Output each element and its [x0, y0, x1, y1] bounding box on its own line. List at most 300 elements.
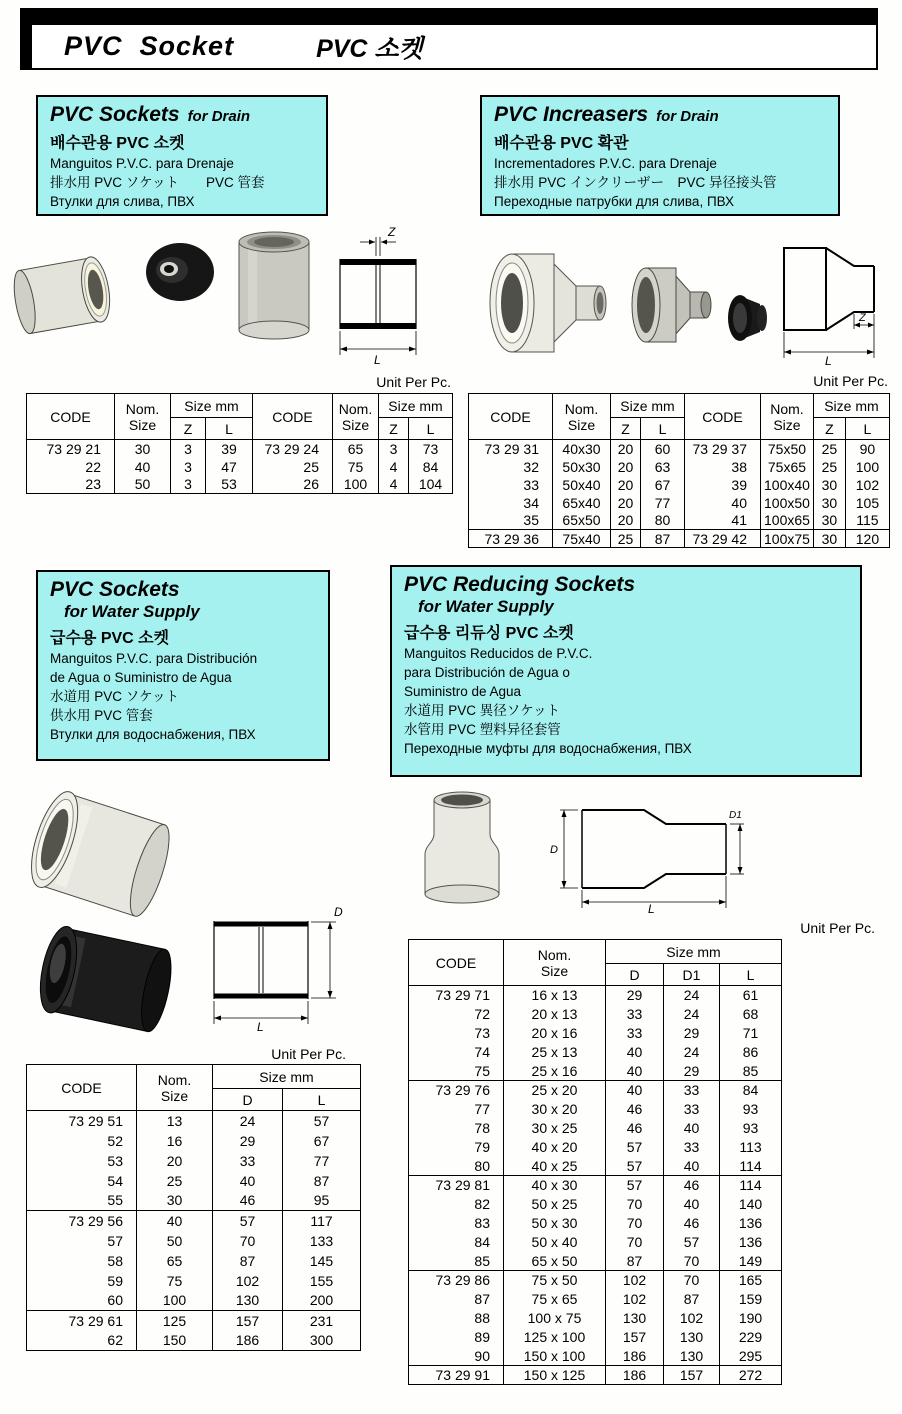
table-group [685, 440, 890, 530]
table-row [469, 512, 685, 530]
water-socket-photo-black [22, 922, 192, 1042]
table-row [409, 1062, 782, 1081]
cell-code: 73 29 42 [685, 530, 761, 548]
cell-size-mm: 115 [845, 512, 889, 530]
cell-size-mm: 30 [813, 530, 845, 548]
table-row [409, 1233, 782, 1252]
cell-size-mm: 33 [606, 1005, 664, 1024]
cell-size-mm: 33 [606, 1024, 664, 1043]
cell-nom-size: 50 x 30 [504, 1214, 606, 1233]
cell-code: 73 29 24 [253, 440, 333, 458]
col-header-d: D [606, 964, 664, 986]
cell-code: 54 [27, 1171, 137, 1191]
page-title-band [20, 8, 878, 70]
cell-size-mm: 3 [171, 458, 206, 476]
cell-nom-size: 100 [137, 1291, 213, 1311]
cell-nom-size: 100x75 [761, 530, 814, 548]
table-row [27, 1171, 361, 1191]
drain-increaser-photo-medium [624, 258, 716, 350]
cell-nom-size: 65 [137, 1251, 213, 1271]
cell-size-mm: 130 [606, 1309, 664, 1328]
table-row [27, 1151, 361, 1171]
table-row [409, 1328, 782, 1347]
col-header-size-mm: Size mm [611, 394, 685, 418]
water-socket-photo-white [12, 778, 187, 933]
cell-nom-size: 20 [137, 1151, 213, 1171]
cell-nom-size: 20 x 13 [504, 1005, 606, 1024]
table-row [409, 1081, 782, 1100]
cell-nom-size: 65x40 [553, 494, 611, 512]
table-row [685, 440, 890, 458]
table-group [27, 1111, 361, 1211]
table-group [469, 440, 685, 530]
cell-nom-size: 75x40 [553, 530, 611, 548]
section-title [50, 578, 316, 602]
cell-nom-size: 30 [137, 1191, 213, 1211]
cell-code: 41 [685, 512, 761, 530]
cell-nom-size: 75 [333, 458, 379, 476]
section-title [404, 573, 848, 597]
cell-size-mm: 33 [664, 1138, 720, 1157]
cell-nom-size: 125 [137, 1311, 213, 1331]
col-header-size-mm: Size mm [813, 394, 889, 418]
cell-nom-size: 50 x 25 [504, 1195, 606, 1214]
cell-size-mm: 29 [664, 1062, 720, 1081]
table-row [409, 1290, 782, 1309]
cell-size-mm: 30 [813, 512, 845, 530]
cell-code: 85 [409, 1252, 504, 1271]
cell-code: 73 29 21 [27, 440, 115, 458]
cell-size-mm: 102 [213, 1271, 283, 1291]
table-row [409, 1347, 782, 1366]
cell-nom-size: 40 x 20 [504, 1138, 606, 1157]
cell-nom-size: 100x50 [761, 494, 814, 512]
diagram-label-z: Z [859, 312, 866, 324]
cell-size-mm: 39 [206, 440, 253, 458]
cell-size-mm: 3 [379, 440, 409, 458]
cell-size-mm: 20 [611, 512, 641, 530]
drain-sockets-table-left-wrap [26, 393, 253, 494]
cell-size-mm: 33 [664, 1100, 720, 1119]
cell-code: 33 [469, 476, 553, 494]
cell-code: 75 [409, 1062, 504, 1081]
table-row [685, 476, 890, 494]
section-title [494, 103, 826, 127]
table-group [253, 440, 453, 494]
section-title [50, 103, 314, 127]
cell-size-mm: 104 [409, 476, 453, 494]
col-header-code: CODE [27, 394, 115, 440]
cell-nom-size: 100 x 75 [504, 1309, 606, 1328]
cell-size-mm: 20 [611, 476, 641, 494]
cell-size-mm: 149 [720, 1252, 782, 1271]
col-header-nom-size: Nom. Size [137, 1065, 213, 1111]
cell-size-mm: 20 [611, 440, 641, 458]
table-group [409, 1081, 782, 1176]
diagram-label-l: L [648, 902, 655, 914]
section-title-suffix: for Water Supply [418, 597, 554, 617]
cell-size-mm: 295 [720, 1347, 782, 1366]
drain-sockets-tables [26, 393, 453, 494]
cell-code: 89 [409, 1328, 504, 1347]
cell-nom-size: 40 x 30 [504, 1176, 606, 1195]
subtitle-line: 水道用 PVC ソケット [50, 688, 179, 704]
cell-code: 73 29 61 [27, 1311, 137, 1331]
cell-code: 55 [27, 1191, 137, 1211]
cell-code: 73 29 37 [685, 440, 761, 458]
cell-code: 38 [685, 458, 761, 476]
cell-size-mm: 130 [213, 1291, 283, 1311]
table-row [685, 512, 890, 530]
drain-sockets-table-right [252, 393, 453, 494]
table-group [409, 986, 782, 1081]
table-row [409, 1005, 782, 1024]
cell-nom-size: 16 x 13 [504, 986, 606, 1005]
cell-size-mm: 272 [720, 1366, 782, 1385]
drain-sockets-table-right-wrap [253, 393, 453, 494]
cell-size-mm: 67 [641, 476, 685, 494]
cell-size-mm: 33 [664, 1081, 720, 1100]
cell-size-mm: 61 [720, 986, 782, 1005]
drain-increaser-dimension-diagram [770, 232, 890, 367]
cell-size-mm: 105 [845, 494, 889, 512]
cell-nom-size: 75 x 50 [504, 1271, 606, 1290]
cell-size-mm: 186 [606, 1366, 664, 1385]
cell-nom-size: 50x40 [553, 476, 611, 494]
table-row [409, 1214, 782, 1233]
cell-size-mm: 67 [283, 1131, 361, 1151]
col-header-z: Z [813, 418, 845, 440]
cell-size-mm: 136 [720, 1233, 782, 1252]
cell-code: 59 [27, 1271, 137, 1291]
drain-socket-photo-light [10, 240, 130, 348]
cell-nom-size: 40 x 25 [504, 1157, 606, 1176]
cell-size-mm: 117 [283, 1211, 361, 1231]
cell-size-mm: 300 [283, 1331, 361, 1351]
cell-size-mm: 130 [664, 1347, 720, 1366]
cell-size-mm: 24 [213, 1111, 283, 1131]
table-row [469, 440, 685, 458]
col-header-size-mm: Size mm [213, 1065, 361, 1089]
cell-nom-size: 75x65 [761, 458, 814, 476]
cell-size-mm: 70 [606, 1233, 664, 1252]
table-group [685, 530, 890, 548]
table-row [409, 1138, 782, 1157]
col-header-z: Z [171, 418, 206, 440]
table-row [685, 530, 890, 548]
cell-size-mm: 40 [606, 1081, 664, 1100]
table-row [27, 458, 253, 476]
cell-size-mm: 30 [813, 494, 845, 512]
water-sockets-table-wrap [26, 1064, 361, 1351]
cell-size-mm: 102 [845, 476, 889, 494]
subtitle-line: 排水用 PVC インクリーザー PVC 异径接头管 [494, 175, 777, 191]
cell-size-mm: 53 [206, 476, 253, 494]
cell-code: 88 [409, 1309, 504, 1328]
section-subtitle-korean: 급수용 리듀싱 PVC 소켓 [404, 625, 574, 643]
diagram-label-l: L [825, 354, 832, 367]
table-row [685, 458, 890, 476]
drain-increasers-table-left [468, 393, 685, 548]
cell-code: 79 [409, 1138, 504, 1157]
cell-size-mm: 77 [641, 494, 685, 512]
table-row [253, 458, 453, 476]
table-row [685, 494, 890, 512]
cell-code: 73 29 36 [469, 530, 553, 548]
col-header-code: CODE [469, 394, 553, 440]
cell-size-mm: 84 [409, 458, 453, 476]
table-row [409, 1043, 782, 1062]
cell-size-mm: 25 [611, 530, 641, 548]
table-row [409, 1119, 782, 1138]
section-title-suffix: for Drain [656, 108, 719, 125]
col-header-l: L [720, 964, 782, 986]
cell-code: 77 [409, 1100, 504, 1119]
subtitle-line: 水道用 PVC 異径ソケット [404, 702, 560, 718]
cell-code: 26 [253, 476, 333, 494]
cell-size-mm: 57 [606, 1138, 664, 1157]
section-title-main: PVC Sockets [50, 103, 180, 126]
cell-size-mm: 25 [813, 440, 845, 458]
table-row [27, 1331, 361, 1351]
cell-size-mm: 102 [606, 1290, 664, 1309]
subtitle-line: 供水用 PVC 管套 [50, 707, 153, 723]
cell-size-mm: 57 [213, 1211, 283, 1231]
table-row [409, 986, 782, 1005]
cell-nom-size: 65 x 50 [504, 1252, 606, 1271]
cell-nom-size: 150 x 125 [504, 1366, 606, 1385]
section-header-drain-increasers [480, 95, 840, 216]
cell-nom-size: 100 [333, 476, 379, 494]
water-socket-dimension-diagram [196, 900, 348, 1032]
cell-size-mm: 46 [664, 1214, 720, 1233]
drain-increasers-table-right-wrap [685, 393, 890, 548]
section-subtitle-lines [494, 155, 826, 212]
section-title-main: PVC Reducing Sockets [404, 573, 636, 596]
cell-size-mm: 86 [720, 1043, 782, 1062]
col-header-nom-size: Nom. Size [504, 940, 606, 986]
col-header-size-mm: Size mm [171, 394, 253, 418]
cell-size-mm: 70 [664, 1271, 720, 1290]
subtitle-line: Suministro de Agua [404, 683, 522, 699]
drain-socket-dimension-diagram [312, 222, 452, 367]
table-row [27, 1271, 361, 1291]
table-row [469, 458, 685, 476]
cell-size-mm: 190 [720, 1309, 782, 1328]
table-row [409, 1176, 782, 1195]
cell-nom-size: 20 x 16 [504, 1024, 606, 1043]
cell-size-mm: 63 [641, 458, 685, 476]
drain-increasers-tables [468, 393, 890, 548]
cell-code: 73 29 51 [27, 1111, 137, 1131]
cell-size-mm: 87 [283, 1171, 361, 1191]
section-subtitle-lines [50, 155, 314, 212]
cell-size-mm: 47 [206, 458, 253, 476]
cell-code: 73 29 86 [409, 1271, 504, 1290]
table-row [409, 1271, 782, 1290]
table-row [27, 476, 253, 494]
cell-code: 32 [469, 458, 553, 476]
cell-nom-size: 40x30 [553, 440, 611, 458]
cell-code: 52 [27, 1131, 137, 1151]
cell-code: 58 [27, 1251, 137, 1271]
cell-nom-size: 150 [137, 1331, 213, 1351]
cell-code: 25 [253, 458, 333, 476]
table-row [253, 440, 453, 458]
cell-nom-size: 40 [137, 1211, 213, 1231]
cell-code: 72 [409, 1005, 504, 1024]
cell-size-mm: 4 [379, 458, 409, 476]
section-subtitle-lines [50, 650, 316, 744]
cell-code: 57 [27, 1231, 137, 1251]
cell-code: 73 29 81 [409, 1176, 504, 1195]
table-group [27, 1211, 361, 1311]
water-reducing-sockets-table [408, 939, 782, 1385]
cell-size-mm: 57 [283, 1111, 361, 1131]
table-row [27, 1311, 361, 1331]
cell-size-mm: 57 [606, 1157, 664, 1176]
cell-nom-size: 30 x 20 [504, 1100, 606, 1119]
cell-nom-size: 40 [115, 458, 171, 476]
cell-size-mm: 77 [283, 1151, 361, 1171]
cell-size-mm: 133 [283, 1231, 361, 1251]
diagram-label-l: L [257, 1020, 264, 1032]
table-row [409, 1024, 782, 1043]
subtitle-line: Втулки для водоснабжения, ПВХ [50, 726, 256, 742]
diagram-label-l: L [374, 353, 381, 367]
cell-code: 34 [469, 494, 553, 512]
cell-size-mm: 159 [720, 1290, 782, 1309]
cell-size-mm: 46 [664, 1176, 720, 1195]
cell-size-mm: 70 [606, 1195, 664, 1214]
table-row [27, 1211, 361, 1231]
water-sockets-table [26, 1064, 361, 1351]
cell-nom-size: 25 x 16 [504, 1062, 606, 1081]
cell-nom-size: 30 x 25 [504, 1119, 606, 1138]
table-row [469, 530, 685, 548]
cell-nom-size: 13 [137, 1111, 213, 1131]
drain-socket-photo-black [142, 236, 220, 308]
table-row [27, 1291, 361, 1311]
page-title-en: PVC Socket [64, 31, 235, 61]
diagram-label-z: Z [388, 225, 396, 239]
cell-nom-size: 100x40 [761, 476, 814, 494]
cell-size-mm: 46 [606, 1100, 664, 1119]
cell-size-mm: 157 [664, 1366, 720, 1385]
section-header-water-sockets [36, 570, 330, 761]
drain-increasers-table-left-wrap [468, 393, 685, 548]
cell-code: 74 [409, 1043, 504, 1062]
cell-code: 39 [685, 476, 761, 494]
water-reducing-sockets-tables [408, 939, 782, 1385]
subtitle-line: de Agua o Suministro de Agua [50, 670, 232, 686]
cell-size-mm: 57 [606, 1176, 664, 1195]
col-header-d1: D1 [664, 964, 720, 986]
col-header-d: D [213, 1089, 283, 1111]
section-title-line2 [50, 602, 316, 622]
subtitle-line: Manguitos P.V.C. para Distribución [50, 651, 258, 667]
drain-increaser-photo-large [478, 240, 618, 365]
cell-size-mm: 145 [283, 1251, 361, 1271]
cell-code: 23 [27, 476, 115, 494]
cell-size-mm: 231 [283, 1311, 361, 1331]
section-title-suffix: for Drain [187, 108, 251, 125]
col-header-code: CODE [27, 1065, 137, 1111]
cell-size-mm: 70 [664, 1252, 720, 1271]
cell-size-mm: 40 [664, 1157, 720, 1176]
table-group [27, 440, 253, 494]
cell-size-mm: 87 [213, 1251, 283, 1271]
subtitle-line: Manguitos P.V.C. para Drenaje [50, 156, 234, 172]
cell-size-mm: 68 [720, 1005, 782, 1024]
section-title-main: PVC Increasers [494, 103, 649, 126]
subtitle-line: Incrementadores P.V.C. para Drenaje [494, 156, 717, 172]
cell-size-mm: 71 [720, 1024, 782, 1043]
cell-nom-size: 25 x 20 [504, 1081, 606, 1100]
cell-size-mm: 87 [664, 1290, 720, 1309]
cell-size-mm: 102 [664, 1309, 720, 1328]
cell-size-mm: 70 [606, 1214, 664, 1233]
cell-code: 73 29 76 [409, 1081, 504, 1100]
page-title-ko: PVC 소켓 [316, 34, 423, 63]
cell-code: 62 [27, 1331, 137, 1351]
cell-size-mm: 46 [213, 1191, 283, 1211]
cell-nom-size: 25 [137, 1171, 213, 1191]
cell-size-mm: 3 [171, 440, 206, 458]
cell-size-mm: 87 [606, 1252, 664, 1271]
section-subtitle-korean: 급수용 PVC 소켓 [50, 630, 170, 648]
cell-size-mm: 130 [664, 1328, 720, 1347]
cell-size-mm: 200 [283, 1291, 361, 1311]
cell-size-mm: 29 [606, 986, 664, 1005]
cell-size-mm: 100 [845, 458, 889, 476]
cell-size-mm: 46 [606, 1119, 664, 1138]
cell-size-mm: 80 [641, 512, 685, 530]
cell-size-mm: 40 [213, 1171, 283, 1191]
col-header-l: L [641, 418, 685, 440]
cell-size-mm: 114 [720, 1157, 782, 1176]
water-reducing-socket-photo [402, 784, 527, 912]
cell-nom-size: 30 [115, 440, 171, 458]
section-header-drain-sockets [36, 95, 328, 216]
cell-size-mm: 120 [845, 530, 889, 548]
col-header-nom-size: Nom. Size [761, 394, 814, 440]
cell-size-mm: 57 [664, 1233, 720, 1252]
section-title-line2 [404, 597, 848, 617]
cell-size-mm: 95 [283, 1191, 361, 1211]
cell-size-mm: 87 [641, 530, 685, 548]
col-header-code: CODE [685, 394, 761, 440]
cell-code: 73 29 56 [27, 1211, 137, 1231]
drain-sockets-table-left [26, 393, 253, 494]
section-subtitle-korean: 배수관용 PVC 소켓 [50, 135, 185, 153]
subtitle-line: Переходные муфты для водоснабжения, ПВХ [404, 740, 692, 756]
cell-size-mm: 73 [409, 440, 453, 458]
cell-code: 90 [409, 1347, 504, 1366]
table-row [409, 1309, 782, 1328]
cell-size-mm: 40 [606, 1062, 664, 1081]
cell-size-mm: 20 [611, 458, 641, 476]
cell-nom-size: 50 [137, 1231, 213, 1251]
table-row [409, 1100, 782, 1119]
col-header-l: L [283, 1089, 361, 1111]
table-row [409, 1195, 782, 1214]
table-row [469, 494, 685, 512]
cell-size-mm: 40 [606, 1043, 664, 1062]
col-header-nom-size: Nom. Size [115, 394, 171, 440]
cell-code: 82 [409, 1195, 504, 1214]
col-header-nom-size: Nom. Size [333, 394, 379, 440]
